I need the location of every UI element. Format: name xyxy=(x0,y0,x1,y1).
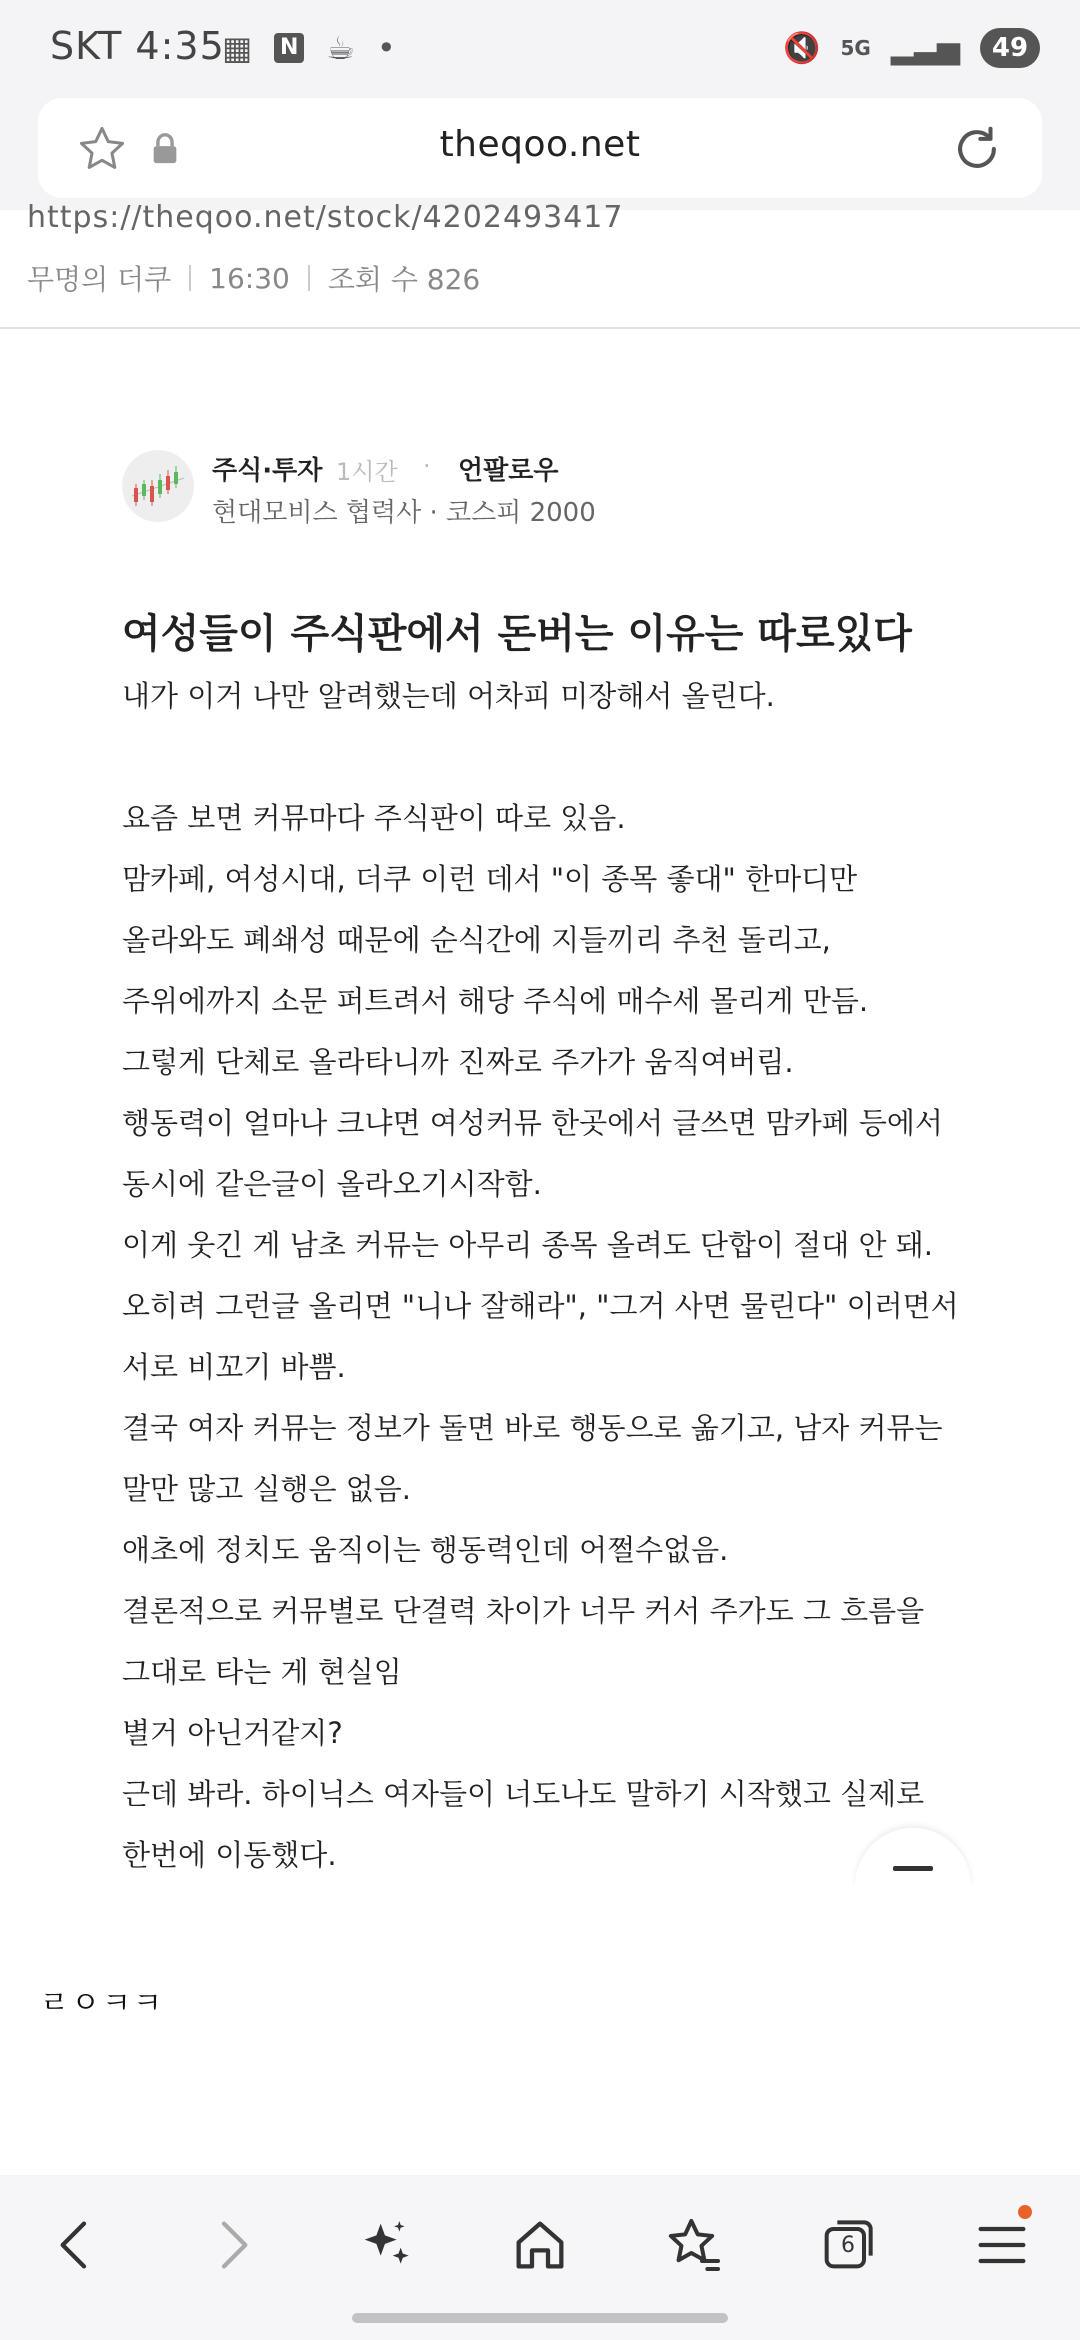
signal-icon: ▂▃▅ xyxy=(890,30,960,66)
article-line: 결론적으로 커뮤별로 단결력 차이가 너무 커서 주가도 그 흐름을 xyxy=(122,1594,925,1628)
article-line: 동시에 같은글이 올라오기시작함. xyxy=(122,1167,542,1201)
notification-icons xyxy=(222,29,396,67)
status-bar xyxy=(0,0,1080,95)
minus-icon xyxy=(893,1866,933,1871)
article-line: 맘카페, 여성시대, 더쿠 이런 데서 "이 종목 좋대" 한마디만 xyxy=(122,862,858,896)
home-button[interactable] xyxy=(508,2213,572,2277)
clock: 4:35 xyxy=(135,24,225,68)
article-line: 한번에 이동했다. xyxy=(122,1838,337,1872)
post-author: 무명의 더쿠 xyxy=(27,263,172,296)
bookmarks-star-icon xyxy=(662,2213,726,2277)
article-title: 여성들이 주식판에서 돈버는 이유는 따로있다 xyxy=(122,611,912,657)
reload-icon[interactable] xyxy=(950,122,1004,176)
food-notification-icon: ☕ xyxy=(326,29,355,67)
article-line: 내가 이거 나만 알려했는데 어차피 미장해서 올린다. xyxy=(122,679,775,713)
article-line: 오히려 그런글 올리면 "니나 잘해라", "그거 사면 물린다" 이러면서 xyxy=(122,1289,959,1323)
meta-separator xyxy=(189,265,191,291)
article-line: 애초에 정치도 움직이는 행동력인데 어쩔수없음. xyxy=(122,1533,729,1567)
sparkle-icon xyxy=(354,2213,418,2277)
article-line: 주위에까지 소문 퍼트려서 해당 주식에 매수세 몰리게 만듬. xyxy=(122,984,869,1018)
tabs-button[interactable] xyxy=(816,2213,880,2277)
article-line: 요즘 보면 커뮤마다 주식판이 따로 있음. xyxy=(122,801,626,835)
stock-chart-icon xyxy=(122,450,194,522)
notification-badge-dot xyxy=(1018,2205,1032,2219)
author-info: 현대모비스 협력사 · 코스피 2000 xyxy=(212,498,596,528)
back-arrow-icon xyxy=(44,2213,108,2277)
article-line xyxy=(122,733,952,794)
carrier-label: SKT xyxy=(50,24,123,68)
address-bar[interactable] xyxy=(38,98,1042,198)
board-avatar xyxy=(122,450,194,522)
article-line: 근데 봐라. 하이닉스 여자들이 너도나도 말하기 시작했고 실제로 xyxy=(122,1777,925,1811)
home-indicator[interactable] xyxy=(352,2313,728,2323)
post-time: 16:30 xyxy=(209,261,290,295)
mute-icon: 🔇 xyxy=(783,30,821,66)
menu-button[interactable] xyxy=(970,2213,1034,2277)
naver-notification-icon: N xyxy=(274,33,304,63)
system-icons xyxy=(783,28,1040,68)
ai-assistant-button[interactable] xyxy=(354,2213,418,2277)
browser-toolbar xyxy=(0,95,1080,210)
tab-count: 6 xyxy=(841,2233,855,2258)
network-type: 5G xyxy=(840,36,871,60)
board-name[interactable]: 주식·투자 xyxy=(212,456,323,486)
article-line: 별거 아닌거같지? xyxy=(122,1716,343,1750)
article-line: 올라와도 폐쇄성 때문에 순식간에 지들끼리 추천 돌리고, xyxy=(122,923,831,957)
article-line: 말만 많고 실행은 없음. xyxy=(122,1472,411,1506)
status-time xyxy=(50,24,225,68)
post-meta xyxy=(27,258,480,298)
comment-text: ㄹㅇㅋㅋ xyxy=(40,1986,164,2021)
home-icon xyxy=(508,2213,572,2277)
more-notifications-icon: • xyxy=(376,29,396,67)
calendar-notification-icon: ▦ xyxy=(222,29,253,67)
article-line: 이게 웃긴 게 남초 커뮤는 아무리 종목 올려도 단합이 절대 안 돼. xyxy=(122,1228,933,1262)
article-line: 그렇게 단체로 올라타니까 진짜로 주가가 움직여버림. xyxy=(122,1045,794,1079)
domain-text: theqoo.net xyxy=(439,124,641,165)
article-body xyxy=(122,672,959,1892)
article-line: 그대로 타는 게 현실임 xyxy=(122,1655,402,1689)
post-views: 조회 수 826 xyxy=(327,263,481,296)
meta-separator xyxy=(308,265,310,291)
back-button[interactable] xyxy=(44,2213,108,2277)
hamburger-menu-icon xyxy=(970,2213,1034,2277)
battery-level: 49 xyxy=(980,28,1040,68)
divider xyxy=(0,327,1080,329)
article-line: 서로 비꼬기 바쁨. xyxy=(122,1350,346,1384)
forward-button[interactable] xyxy=(200,2213,264,2277)
meta-dot: · xyxy=(423,452,431,480)
bookmarks-button[interactable] xyxy=(662,2213,726,2277)
source-url[interactable]: https://theqoo.net/stock/4202493417 xyxy=(27,200,624,235)
unfollow-button[interactable]: 언팔로우 xyxy=(458,456,559,486)
article-line: 행동력이 얼마나 크냐면 여성커뮤 한곳에서 글쓰면 맘카페 등에서 xyxy=(122,1106,943,1140)
article-time-ago: 1시간 xyxy=(336,458,398,486)
article-line: 결국 여자 커뮤는 정보가 돌면 바로 행동으로 옮기고, 남자 커뮤는 xyxy=(122,1411,943,1445)
forward-arrow-icon xyxy=(200,2213,264,2277)
